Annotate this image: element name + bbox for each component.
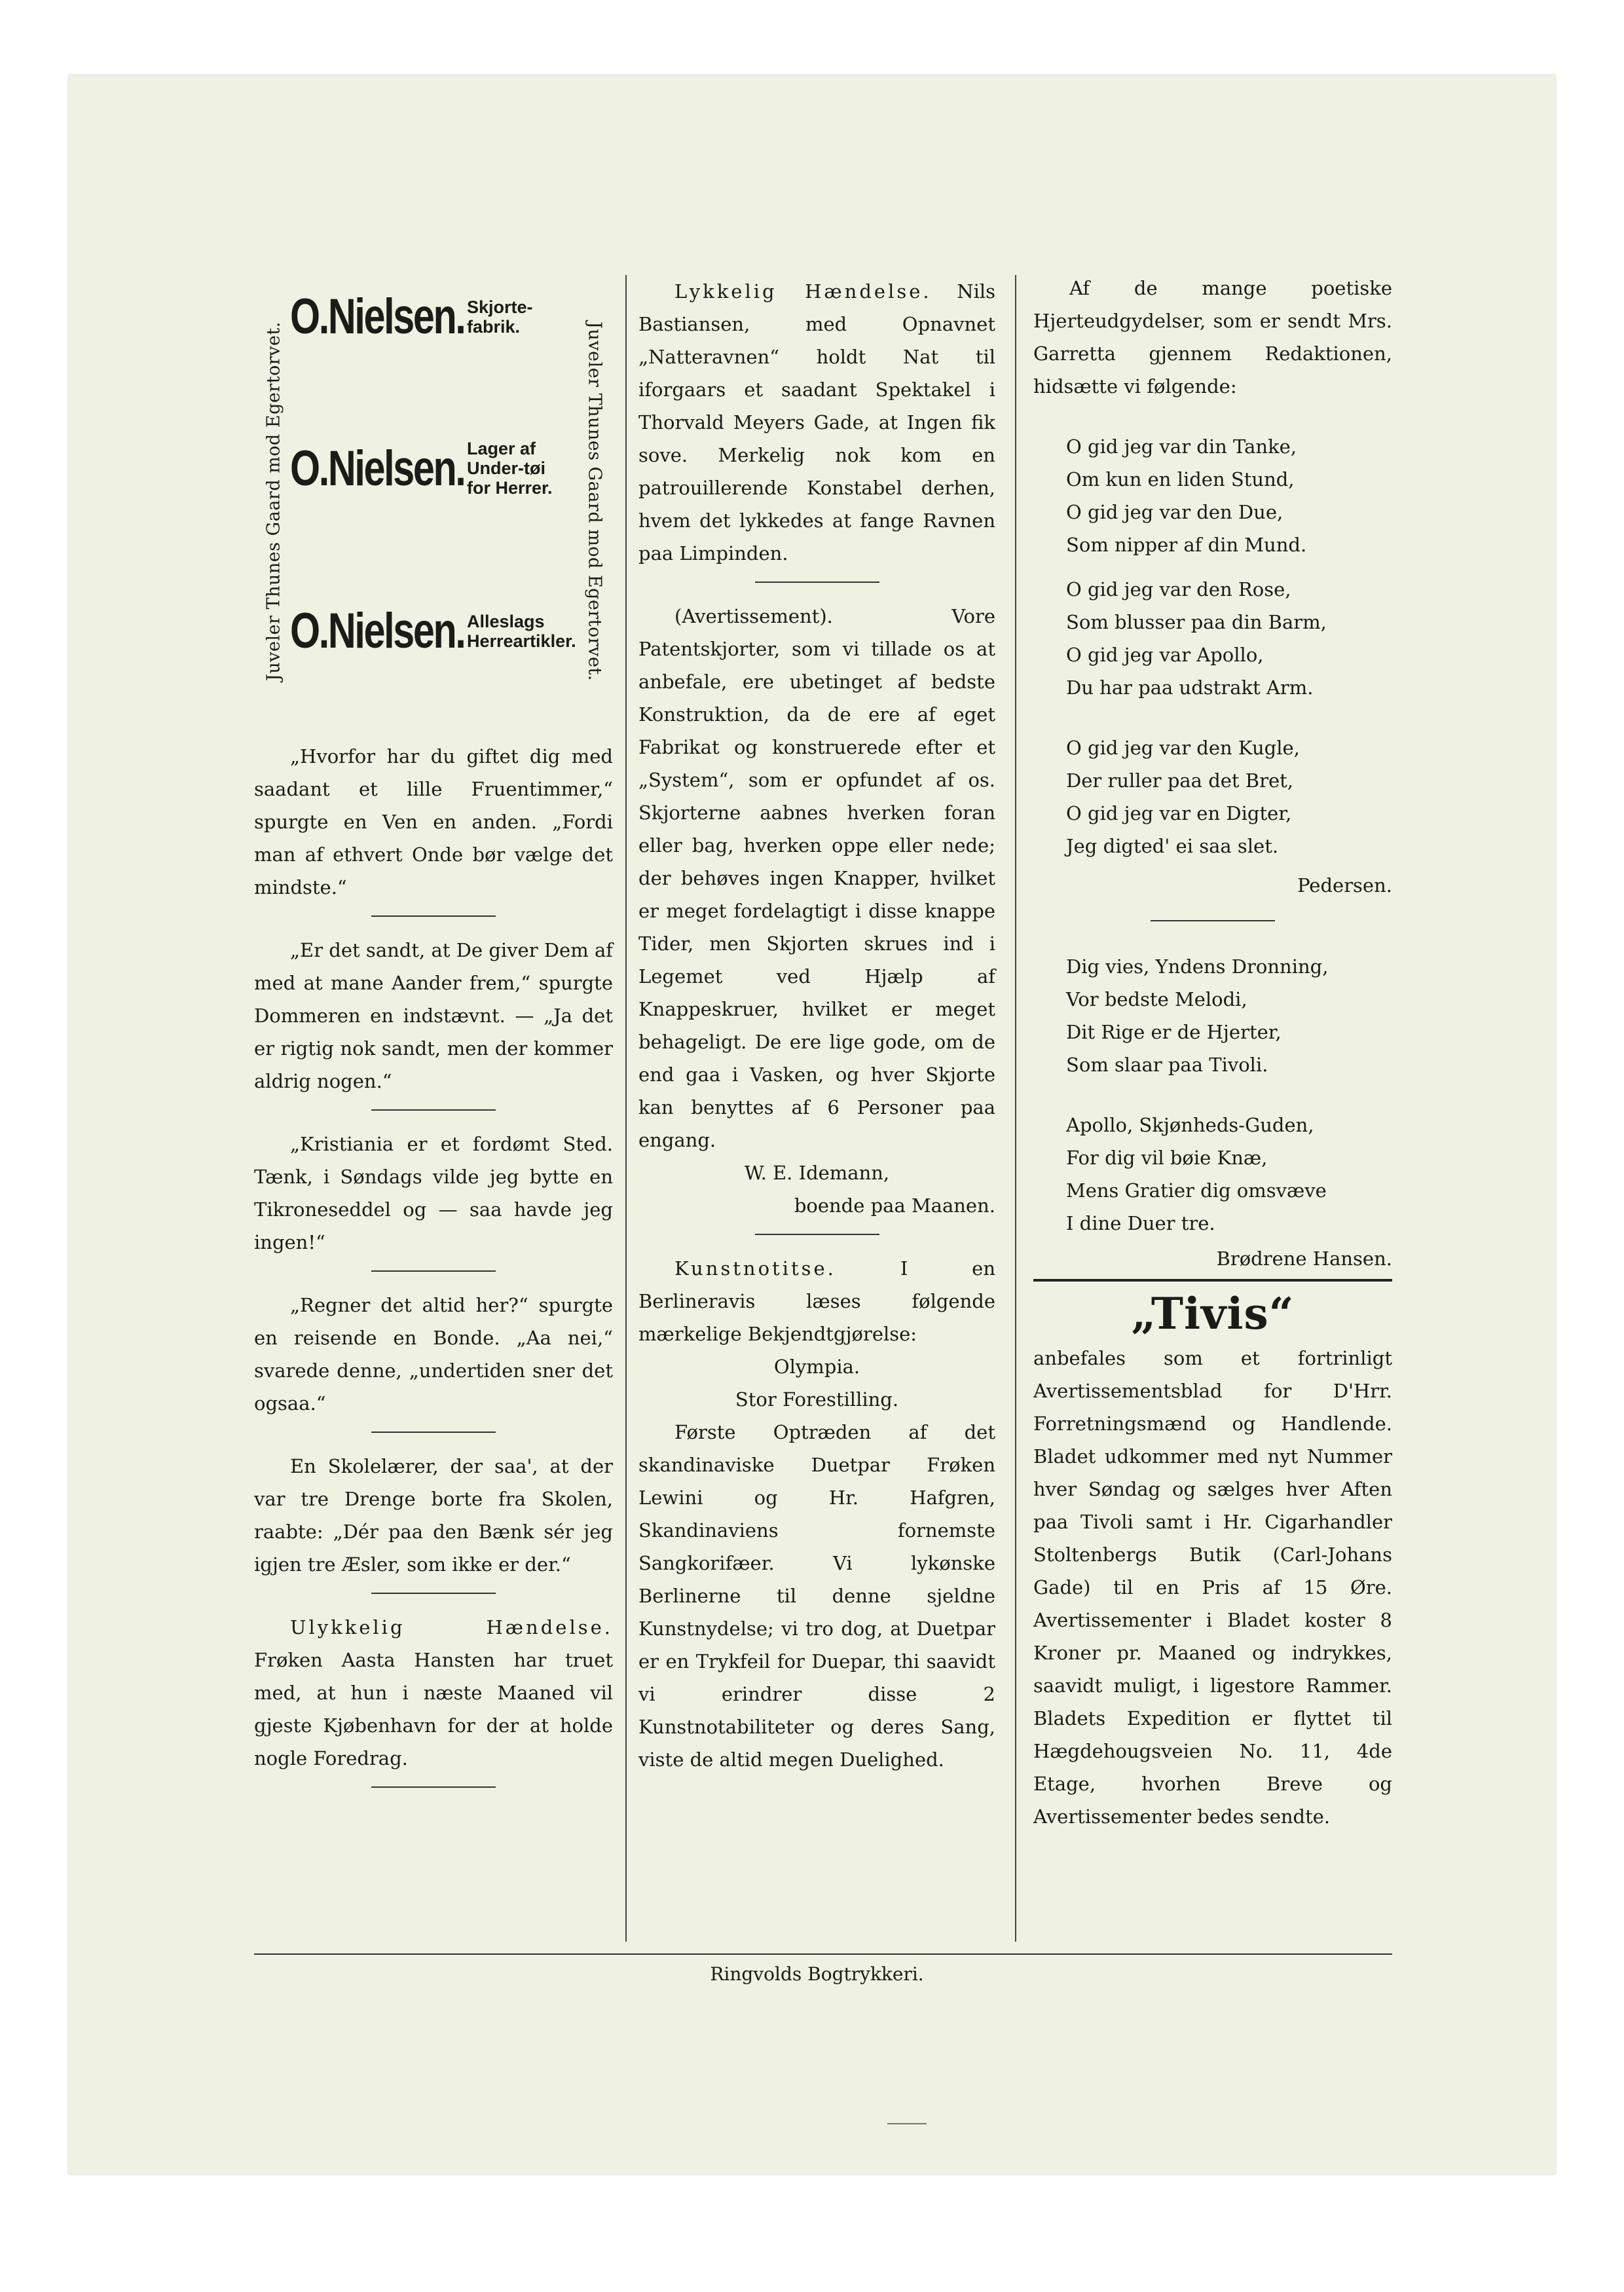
poem-stanza bbox=[1033, 731, 1392, 862]
footer-rule bbox=[254, 1953, 1392, 1955]
joke-paragraph: „Regner det altid her?“ spurgte en reisende en Bonde. „Aa nei,“ svarede denne, „undertiden sner det ogsaa.“ bbox=[254, 1294, 613, 1414]
ad-row bbox=[290, 602, 576, 659]
advert-signature-2: boende paa Maanen. bbox=[794, 1194, 995, 1217]
advert-paragraph bbox=[638, 600, 995, 1156]
verse-line: Apollo, Skjønheds-Guden, bbox=[1066, 1114, 1314, 1136]
column-3 bbox=[1033, 272, 1392, 1833]
verse-line: O gid jeg var Apollo, bbox=[1066, 644, 1264, 666]
separator bbox=[1151, 920, 1275, 921]
verse-line: Der ruller paa det Bret, bbox=[1066, 769, 1293, 792]
verse-line: O gid jeg var en Digter, bbox=[1066, 802, 1292, 824]
news-heading: Ulykkelig Hændelse. bbox=[290, 1616, 613, 1638]
ad-side-text-left: Juveler Thunes Gaard mod Egertorvet. bbox=[263, 322, 284, 681]
news-body: Nils Bastiansen, med Opnavnet „Natteravnen“ holdt Nat til iforgaars et saadant Spektakel i Thorvald Meyers Gade, at Ingen fik sove. Merkelig nok kom en patrouillerende Konstabel derhen, hvem det lykkedes at fange Ravnen paa Limpinden. bbox=[638, 280, 996, 564]
verse-line: O gid jeg var din Tanke, bbox=[1066, 435, 1297, 458]
notice-paragraph bbox=[638, 1252, 995, 1350]
thick-rule bbox=[1033, 1279, 1392, 1282]
verse-line: Om kun en liden Stund, bbox=[1066, 468, 1295, 490]
separator bbox=[371, 1786, 496, 1788]
ad-row bbox=[290, 288, 572, 345]
poem-stanza bbox=[1033, 573, 1392, 704]
ad-desc: Skjorte-fabrik. bbox=[467, 297, 533, 337]
verse-line: O gid jeg var den Due, bbox=[1066, 501, 1283, 523]
verse-line: Mens Gratier dig omsvæve bbox=[1066, 1179, 1327, 1202]
separator bbox=[755, 1234, 879, 1235]
joke-paragraph: „Er det sandt, at De giver Dem af med at mane Aander frem,“ spurgte Dommeren en indstævnt. — „Ja det er rigtig nok sandt, men der kommer aldrig nogen.“ bbox=[254, 939, 613, 1092]
separator bbox=[371, 915, 496, 917]
separator bbox=[755, 582, 879, 583]
poem-stanza bbox=[1033, 1109, 1392, 1240]
verse-line: Som nipper af din Mund. bbox=[1066, 534, 1307, 556]
verse-line: O gid jeg var den Rose, bbox=[1066, 578, 1291, 601]
ad-name: O.Nielsen. bbox=[290, 603, 465, 659]
verse-line: O gid jeg var den Kugle, bbox=[1066, 737, 1300, 759]
joke-paragraph: „Kristiania er et fordømt Sted. Tænk, i Søndags vilde jeg bytte en Tikroneseddel og — saa havde jeg ingen!“ bbox=[254, 1133, 613, 1253]
poem-signature: Pedersen. bbox=[1297, 874, 1392, 896]
separator bbox=[371, 1109, 496, 1111]
advert-body: Vore Patentskjorter, som vi tillade os at anbefale, ere ubetinget af bedste Konstruktion, da de ere af eget Fabrikat og konstruerede efter et „System“, som er opfundet af os. Skjorterne aabnes hverken foran eller bag, hverken oppe eller nede; der behøves ingen Knapper, hvilket er meget fordelagtigt i disse knappe Tider, men Skjorten skrues ind i Legemet ved Hjælp af Knappeskruer, hvilket er meget behageligt. De ere lige gode, om de end gaa i Vasken, og hver Skjorte kan benyttes af 6 Personer paa engang. bbox=[638, 605, 995, 1151]
poem-signature: Brødrene Hansen. bbox=[1216, 1248, 1392, 1270]
verse-line: Som slaar paa Tivoli. bbox=[1066, 1054, 1268, 1076]
nielsen-advertisement bbox=[254, 275, 613, 707]
column-2 bbox=[638, 275, 995, 1776]
ad-row bbox=[290, 439, 572, 498]
tivis-title: „Tivis“ bbox=[1131, 1288, 1295, 1339]
printer-imprint: Ringvolds Bogtrykkeri. bbox=[710, 1963, 924, 1985]
notice-body: I en Berlineravis læses følgende mærkelige Bekjendtgjørelse: bbox=[638, 1257, 996, 1345]
notice-paragraph: Første Optræden af det skandinaviske Duetpar Frøken Lewini og Hr. Hafgren, Skandinaviens fornemste Sangkorifæer. Vi lykønske Berlinerne til denne sjeldne Kunstnydelse; vi tro dog, at Duetpar er en Trykfeil for Duepar, thi saavidt vi erindrer disse 2 Kunstnotabiliteter og deres Sang, viste de altid megen Duelighed. bbox=[638, 1421, 995, 1771]
verse-line: Dig vies, Yndens Dronning, bbox=[1066, 955, 1329, 978]
news-paragraph bbox=[638, 275, 995, 570]
ad-desc: Lager af Under-tøi for Herrer. bbox=[467, 439, 553, 498]
verse-line: Jeg digted' ei saa slet. bbox=[1066, 835, 1279, 857]
verse-line: Dit Rige er de Hjerter, bbox=[1066, 1021, 1282, 1043]
ad-side-text-right: Juveler Thunes Gaard mod Egertorvet. bbox=[584, 322, 605, 681]
verse-line: For dig vil bøie Knæ, bbox=[1066, 1147, 1268, 1169]
poem-stanza bbox=[1033, 430, 1392, 561]
news-paragraph bbox=[254, 1611, 613, 1775]
column-rule-right bbox=[1015, 275, 1016, 1942]
column-rule-left bbox=[625, 275, 627, 1942]
verse-line: I dine Duer tre. bbox=[1066, 1212, 1215, 1234]
news-heading: Lykkelig Hændelse. bbox=[674, 280, 932, 303]
separator bbox=[371, 1270, 496, 1272]
joke-paragraph: En Skolelærer, der saa', at der var tre Drenge borte fra Skolen, raabte: „Dér paa den Bænk sér jeg igjen tre Æsler, som ikke er der.“ bbox=[254, 1455, 613, 1576]
joke-paragraph: „Hvorfor har du giftet dig med saadant et lille Fruentimmer,“ spurgte en Ven en anden. „Fordi man af ethvert Onde bør vælge det mindste.“ bbox=[254, 745, 613, 898]
verse-line: Som blusser paa din Barm, bbox=[1066, 611, 1327, 633]
ad-name: O.Nielsen. bbox=[290, 440, 465, 496]
verse-line: Vor bedste Melodi, bbox=[1066, 988, 1247, 1010]
tivis-description: anbefales som et fortrinligt Avertissementsblad for D'Hrr. Forretningsmænd og Handlende. Bladet udkommer med nyt Nummer hver Søndag og sælges hver Aften paa Tivoli samt i Hr. Cigarhandler Stoltenbergs Butik (Carl-Johans Gade) til en Pris af 15 Øre. Avertissementer i Bladet koster 8 Kroner pr. Maaned og indrykkes, saavidt muligt, i ligestore Rammer. Bladets Expedition er flyttet til Hægdehougsveien No. 11, 4de Etage, hvorhen Breve og Avertissementer bedes sendte. bbox=[1033, 1347, 1392, 1828]
news-body: Frøken Aasta Hansten har truet med, at hun i næste Maaned vil gjeste Kjøbenhavn for der at holde nogle Foredrag. bbox=[254, 1649, 613, 1769]
notice-subtitle: Stor Forestilling. bbox=[735, 1388, 899, 1411]
notice-title: Olympia. bbox=[773, 1356, 860, 1378]
poem-stanza bbox=[1033, 950, 1392, 1081]
ad-desc: Alleslags Herreartikler. bbox=[467, 611, 576, 651]
advert-signature: W. E. Idemann, bbox=[744, 1162, 890, 1184]
column-1 bbox=[254, 740, 613, 1805]
notice-heading: Kunstnotitse. bbox=[674, 1257, 836, 1280]
advert-heading: (Avertissement). bbox=[674, 605, 833, 627]
bottom-mark bbox=[887, 2123, 927, 2124]
verse-line: Du har paa udstrakt Arm. bbox=[1066, 676, 1314, 699]
separator bbox=[371, 1432, 496, 1433]
separator bbox=[371, 1593, 496, 1594]
poem-intro: Af de mange poetiske Hjerteudgydelser, som er sendt Mrs. Garretta gjennem Redaktionen, hidsætte vi følgende: bbox=[1033, 277, 1392, 397]
ad-name: O.Nielsen. bbox=[290, 289, 465, 344]
